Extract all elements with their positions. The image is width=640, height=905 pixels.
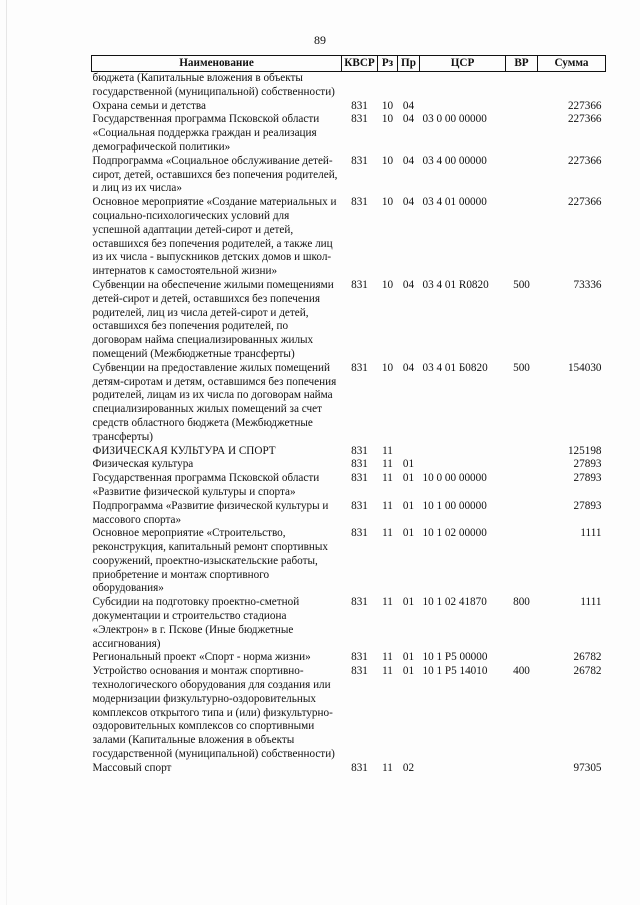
row-sum-cell: 227366 [567,196,602,209]
table-row [92,500,606,528]
scan-edge-line [6,0,7,905]
row-name-cell: Охрана семьи и детства [92,99,206,112]
table-row [92,665,606,762]
row-csr-cell: 10 0 00 00000 [422,472,487,485]
row-pr-cell: 04 [402,154,415,167]
row-pr-cell: 02 [402,761,415,774]
row-name-cell: Массовый спорт [92,761,172,774]
row-rz-cell: 10 [381,154,394,167]
row-kvsr-cell: 831 [351,99,368,112]
row-kvsr-cell: 831 [351,361,368,374]
table-row [92,362,606,445]
table-row [92,651,606,665]
row-csr-cell [420,458,506,472]
row-name-cell: Подпрограмма «Развитие физической культуры и массового спорта» [92,499,329,526]
table-row [92,100,606,114]
row-sum-cell: 154030 [567,361,602,374]
row-kvsr-cell: 831 [351,458,368,471]
row-vr-cell: 400 [513,665,530,678]
row-csr-cell: 03 4 01 00000 [422,196,487,209]
row-csr-cell [420,100,506,114]
row-kvsr-cell: 831 [351,196,368,209]
row-vr-cell [506,527,538,596]
header-kvsr: КВСР [342,56,378,72]
table-row [92,445,606,459]
row-pr-cell: 01 [402,499,415,512]
row-pr-cell: 04 [402,361,415,374]
row-sum-cell: 26782 [573,651,602,664]
table-row [92,458,606,472]
row-rz-cell: 11 [382,472,393,485]
row-kvsr-cell: 831 [351,651,368,664]
row-name-cell: Основное мероприятие «Создание материальных и социально-психологических условий для успешной адаптации детей-сирот и детей, оставшихся без попечения родителей, а также лиц из их числа - выпускников детских домов и школ-интернатов к самостоятельной жизни» [92,196,337,278]
row-pr-cell: 04 [402,196,415,209]
row-rz-cell: 11 [382,458,393,471]
row-csr-cell: 10 1 02 41870 [422,596,487,609]
row-name-cell: Физическая культура [92,458,194,471]
row-sum-cell: 1111 [580,527,602,540]
row-vr-cell [506,762,538,776]
row-rz-cell [378,72,398,100]
table-row [92,762,606,776]
row-csr-cell [420,445,506,459]
row-kvsr-cell: 831 [351,761,368,774]
row-vr-cell: 500 [513,361,530,374]
row-name-cell: Государственная программа Псковской области «Развитие физической культуры и спорта» [92,472,320,498]
row-kvsr-cell: 831 [351,278,368,291]
row-csr-cell: 03 4 01 R0820 [422,278,489,291]
table-header-row [92,56,606,72]
row-pr-cell: 01 [402,458,415,471]
row-vr-cell: 800 [513,596,530,609]
row-vr-cell [506,500,538,528]
row-vr-cell [506,196,538,279]
row-rz-cell: 10 [381,113,394,126]
row-sum-cell: 27893 [573,458,602,471]
row-rz-cell: 11 [382,444,393,457]
row-vr-cell [506,472,538,500]
row-name-cell: Государственная программа Псковской области «Социальная поддержка граждан и реализация демографической политики» [92,113,320,153]
row-name-cell: Подпрограмма «Социальное обслуживание детей-сирот, детей, оставшихся без попечения родителей, и лиц из их числа» [92,154,338,195]
table-row [92,279,606,362]
row-rz-cell: 11 [382,596,393,609]
row-csr-cell: 03 0 00 00000 [422,113,487,126]
row-csr-cell: 03 4 01 Б0820 [422,361,488,374]
row-csr-cell: 10 1 00 00000 [422,499,487,512]
table-row [92,196,606,279]
row-csr-cell: 10 1 P5 00000 [422,651,488,664]
row-rz-cell: 11 [382,761,393,774]
row-kvsr-cell: 831 [351,596,368,609]
row-rz-cell: 11 [382,651,393,664]
row-sum-cell: 27893 [573,472,602,485]
row-sum-cell: 227366 [567,99,602,112]
row-rz-cell: 10 [381,278,394,291]
row-name-cell: Устройство основания и монтаж спортивно-технологического оборудования для создания или модернизации физкультурно-оздоровительных комплексов открытого типа и (или) физкультурно-оздоровительных комплексов со спортивными залами (Капитальные вложения в объекты государственной (муниципальной) собственности) [92,665,335,761]
row-pr-cell: 01 [402,651,415,664]
row-rz-cell: 10 [381,361,394,374]
header-name: Наименование [92,56,342,72]
table-row [92,72,606,100]
row-vr-cell: 500 [513,278,530,291]
row-name-cell: Основное мероприятие «Строительство, реконструкция, капитальный ремонт спортивных сооружений, проектно-изыскательские работы, приобретение и монтаж спортивного оборудования» [92,527,328,595]
row-vr-cell [506,651,538,665]
row-name-cell: Субвенции на обеспечение жилыми помещениями детей-сирот и детей, оставшихся без попечения родителей, лиц из числа детей-сирот и детей, оставшихся без попечения родителей, по договорам найма специализированных жилых помещений (Межбюджетные трансферты) [92,278,334,360]
row-csr-cell: 03 4 00 00000 [422,154,487,167]
header-sum: Сумма [538,56,606,72]
row-kvsr-cell: 831 [351,472,368,485]
row-sum-cell: 73336 [573,278,602,291]
row-name-cell: Региональный проект «Спорт - норма жизни» [92,651,311,664]
table-row [92,113,606,154]
header-rz: Рз [378,56,398,72]
row-kvsr-cell: 831 [351,444,368,457]
row-sum-cell: 1111 [580,596,602,609]
header-vr: ВР [506,56,538,72]
row-pr-cell: 01 [402,596,415,609]
row-sum-cell: 97305 [573,761,602,774]
row-kvsr-cell: 831 [351,113,368,126]
table-row [92,527,606,596]
row-csr-cell: 10 1 P5 14010 [422,665,488,678]
row-pr-cell: 04 [402,278,415,291]
row-pr-cell: 01 [402,665,415,678]
row-csr-cell: 10 1 02 00000 [422,527,487,540]
row-pr-cell: 04 [402,113,415,126]
row-pr-cell: 04 [402,99,415,112]
row-pr-cell: 01 [402,527,415,540]
row-pr-cell [398,445,420,459]
row-name-cell: бюджета (Капитальные вложения в объекты государственной (муниципальной) собственности) [92,72,335,98]
row-csr-cell [420,72,506,100]
row-rz-cell: 11 [382,665,393,678]
table-row [92,472,606,500]
row-name-cell: Субвенции на предоставление жилых помещений детям-сиротам и детям, оставшимся без попечения родителей, лицам из их числа по договорам найма специализированных жилых помещений за счет средств областного бюджета (Межбюджетные трансферты) [92,361,337,443]
row-pr-cell: 01 [402,472,415,485]
row-vr-cell [506,113,538,154]
row-rz-cell: 10 [381,99,394,112]
row-csr-cell [420,762,506,776]
row-rz-cell: 11 [382,527,393,540]
page-number: 89 [314,33,326,47]
row-vr-cell [506,72,538,100]
row-sum-cell: 227366 [567,113,602,126]
header-csr: ЦСР [420,56,506,72]
row-kvsr-cell: 831 [351,499,368,512]
row-kvsr-cell: 831 [351,527,368,540]
budget-table [91,55,606,776]
row-kvsr-cell [342,72,378,100]
header-pr: Пр [398,56,420,72]
row-vr-cell [506,458,538,472]
row-name-cell: ФИЗИЧЕСКАЯ КУЛЬТУРА И СПОРТ [92,444,276,457]
row-sum-cell: 27893 [573,499,602,512]
row-vr-cell [506,445,538,459]
table-body [92,72,606,776]
row-sum-cell: 227366 [567,154,602,167]
row-kvsr-cell: 831 [351,665,368,678]
table-row [92,155,606,196]
table-row [92,596,606,651]
row-sum-cell: 26782 [573,665,602,678]
row-name-cell: Субсидии на подготовку проектно-сметной документации и строительство стадиона «Электрон» в г. Пскове (Иные бюджетные ассигнования) [92,596,300,650]
row-vr-cell [506,100,538,114]
row-pr-cell [398,72,420,100]
row-kvsr-cell: 831 [351,154,368,167]
row-sum-cell: 125198 [567,444,602,457]
row-sum-cell [538,72,606,100]
row-vr-cell [506,155,538,196]
row-rz-cell: 11 [382,499,393,512]
row-rz-cell: 10 [381,196,394,209]
